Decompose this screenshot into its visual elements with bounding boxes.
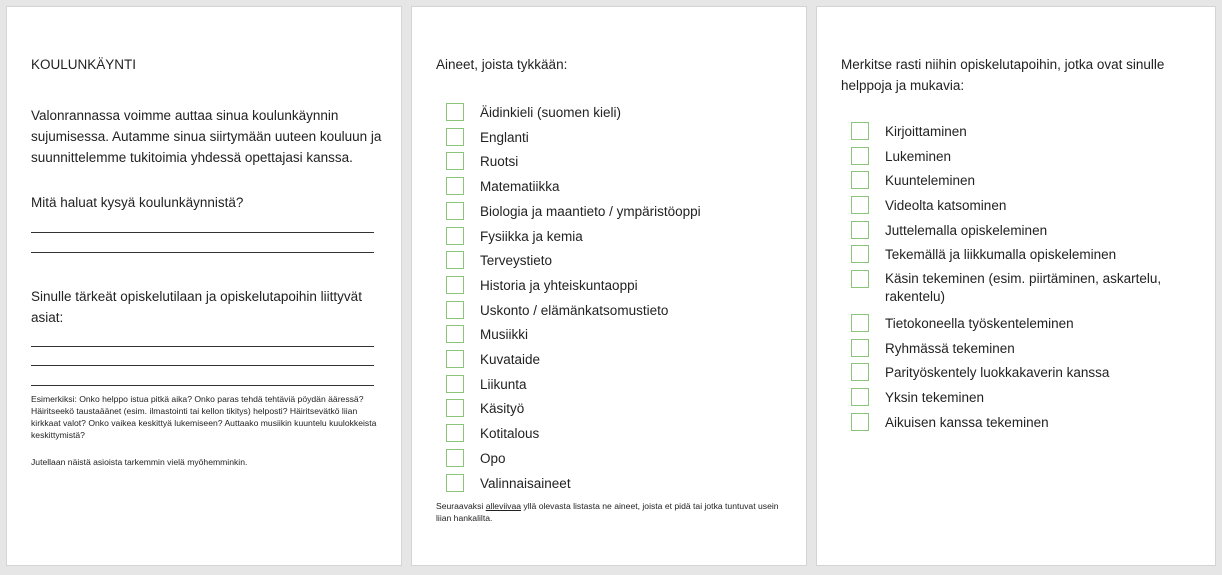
- subject-label: Kotitalous: [480, 426, 540, 442]
- checkbox[interactable]: [446, 276, 464, 294]
- checkbox[interactable]: [851, 196, 869, 214]
- checkbox[interactable]: [446, 449, 464, 467]
- method-label: Yksin tekeminen: [885, 390, 985, 405]
- checkbox[interactable]: [851, 171, 869, 189]
- checkbox[interactable]: [446, 474, 464, 492]
- checkbox[interactable]: [851, 339, 869, 357]
- checkbox[interactable]: [446, 227, 464, 245]
- subject-label: Käsityö: [480, 401, 525, 417]
- method-label: Kirjoittaminen: [885, 124, 967, 139]
- instruction-underlined: alleviivaa: [485, 501, 522, 511]
- method-label: Kuunteleminen: [885, 173, 976, 188]
- method-label: Ryhmässä tekeminen: [885, 341, 1015, 356]
- method-label: Juttelemalla opiskeleminen: [885, 223, 1048, 238]
- method-label: Videolta katsominen: [885, 198, 1007, 213]
- underline-instruction: [436, 500, 781, 524]
- method-label: Tekemällä ja liikkumalla opiskeleminen: [885, 247, 1117, 262]
- checkbox[interactable]: [851, 270, 869, 288]
- checkbox[interactable]: [851, 122, 869, 140]
- instruction-start: Seuraavaksi: [436, 501, 486, 511]
- checkbox[interactable]: [851, 363, 869, 381]
- subject-label: Opo: [480, 450, 506, 466]
- subject-label: Liikunta: [480, 376, 527, 392]
- checkbox[interactable]: [446, 424, 464, 442]
- checkbox[interactable]: [446, 375, 464, 393]
- method-label: Parityöskentely luokkakaverin kanssa: [885, 365, 1110, 380]
- checkbox[interactable]: [446, 103, 464, 121]
- checkbox[interactable]: [851, 221, 869, 239]
- subject-label: Kuvataide: [480, 352, 541, 367]
- subject-label: Äidinkieli (suomen kieli): [480, 105, 622, 120]
- subject-label: Englanti: [480, 129, 529, 145]
- answer-line-4[interactable]: [31, 365, 374, 366]
- question-study-environment: Sinulle tärkeät opiskelutilaan ja opiskelutapoihin liittyvät asiat:: [31, 289, 362, 325]
- question-school: Mitä haluat kysyä koulunkäynnistä?: [31, 195, 244, 210]
- checkbox[interactable]: [851, 147, 869, 165]
- method-label: Lukeminen: [885, 149, 952, 164]
- checkbox[interactable]: [851, 245, 869, 263]
- answer-line-3[interactable]: [31, 346, 374, 347]
- checkbox[interactable]: [446, 202, 464, 220]
- checkbox[interactable]: [446, 350, 464, 368]
- method-label: Tietokoneella työskenteleminen: [885, 316, 1074, 331]
- document-page-3: [816, 6, 1216, 566]
- subjects-heading: Aineet, joista tykkään:: [436, 57, 568, 72]
- subject-label: Valinnaisaineet: [480, 475, 571, 491]
- subject-label: Uskonto / elämänkatsomustieto: [480, 302, 669, 318]
- examples-text: Esimerkiksi: Onko helppo istua pitkä aika? Onko paras tehdä tehtäviä pöydän ääressä? Häiritseekö taustaäänet (esim. ilmastointi tai kellon tikitys) helposti? Häiritsevätkö liian kirkkaat valot? Onko vaikea keskittyä lukemiseen? Auttaako musiikin kuuntelu kuulokkeista keskittymistä?: [31, 394, 377, 440]
- checkbox[interactable]: [446, 177, 464, 195]
- page-heading: KOULUNKÄYNTI: [31, 57, 137, 72]
- checkbox[interactable]: [446, 325, 464, 343]
- subject-label: Matematiikka: [480, 179, 560, 195]
- checkbox[interactable]: [446, 399, 464, 417]
- answer-line-1[interactable]: [31, 232, 374, 233]
- checkbox[interactable]: [851, 413, 869, 431]
- document-page-2: [411, 6, 807, 566]
- subject-label: Musiikki: [480, 327, 529, 343]
- checkbox[interactable]: [851, 314, 869, 332]
- document-page-1: [6, 6, 402, 566]
- subject-label: Ruotsi: [480, 154, 519, 170]
- checkbox[interactable]: [446, 301, 464, 319]
- subject-label: Biologia ja maantieto / ympäristöoppi: [480, 203, 701, 219]
- subject-label: Terveystieto: [480, 253, 553, 269]
- checkbox[interactable]: [446, 251, 464, 269]
- answer-line-5[interactable]: [31, 385, 374, 386]
- instruction-end: yllä olevasta listasta ne aineet, joista et pidä tai jotka tuntuvat usein liian hankalilta.: [436, 501, 779, 523]
- checkbox[interactable]: [446, 128, 464, 146]
- subject-label: Historia ja yhteiskuntaoppi: [480, 277, 638, 293]
- checkbox[interactable]: [446, 152, 464, 170]
- method-label: Käsin tekeminen (esim. piirtäminen, askartelu, rakentelu): [885, 271, 1162, 304]
- methods-heading: Merkitse rasti niihin opiskelutapoihin, jotka ovat sinulle helppoja ja mukavia:: [841, 57, 1165, 93]
- checkbox[interactable]: [851, 388, 869, 406]
- intro-paragraph: Valonrannassa voimme auttaa sinua koulunkäynnin sujumisessa. Autamme sinua siirtymään uuteen kouluun ja suunnittelemme tukitoimia yhdessä opettajasi kanssa.: [31, 108, 382, 165]
- method-label: Aikuisen kanssa tekeminen: [885, 415, 1049, 430]
- answer-line-2[interactable]: [31, 252, 374, 253]
- subject-label: Fysiikka ja kemia: [480, 228, 583, 244]
- closing-text: Jutellaan näistä asioista tarkemmin vielä myöhemminkin.: [31, 457, 248, 467]
